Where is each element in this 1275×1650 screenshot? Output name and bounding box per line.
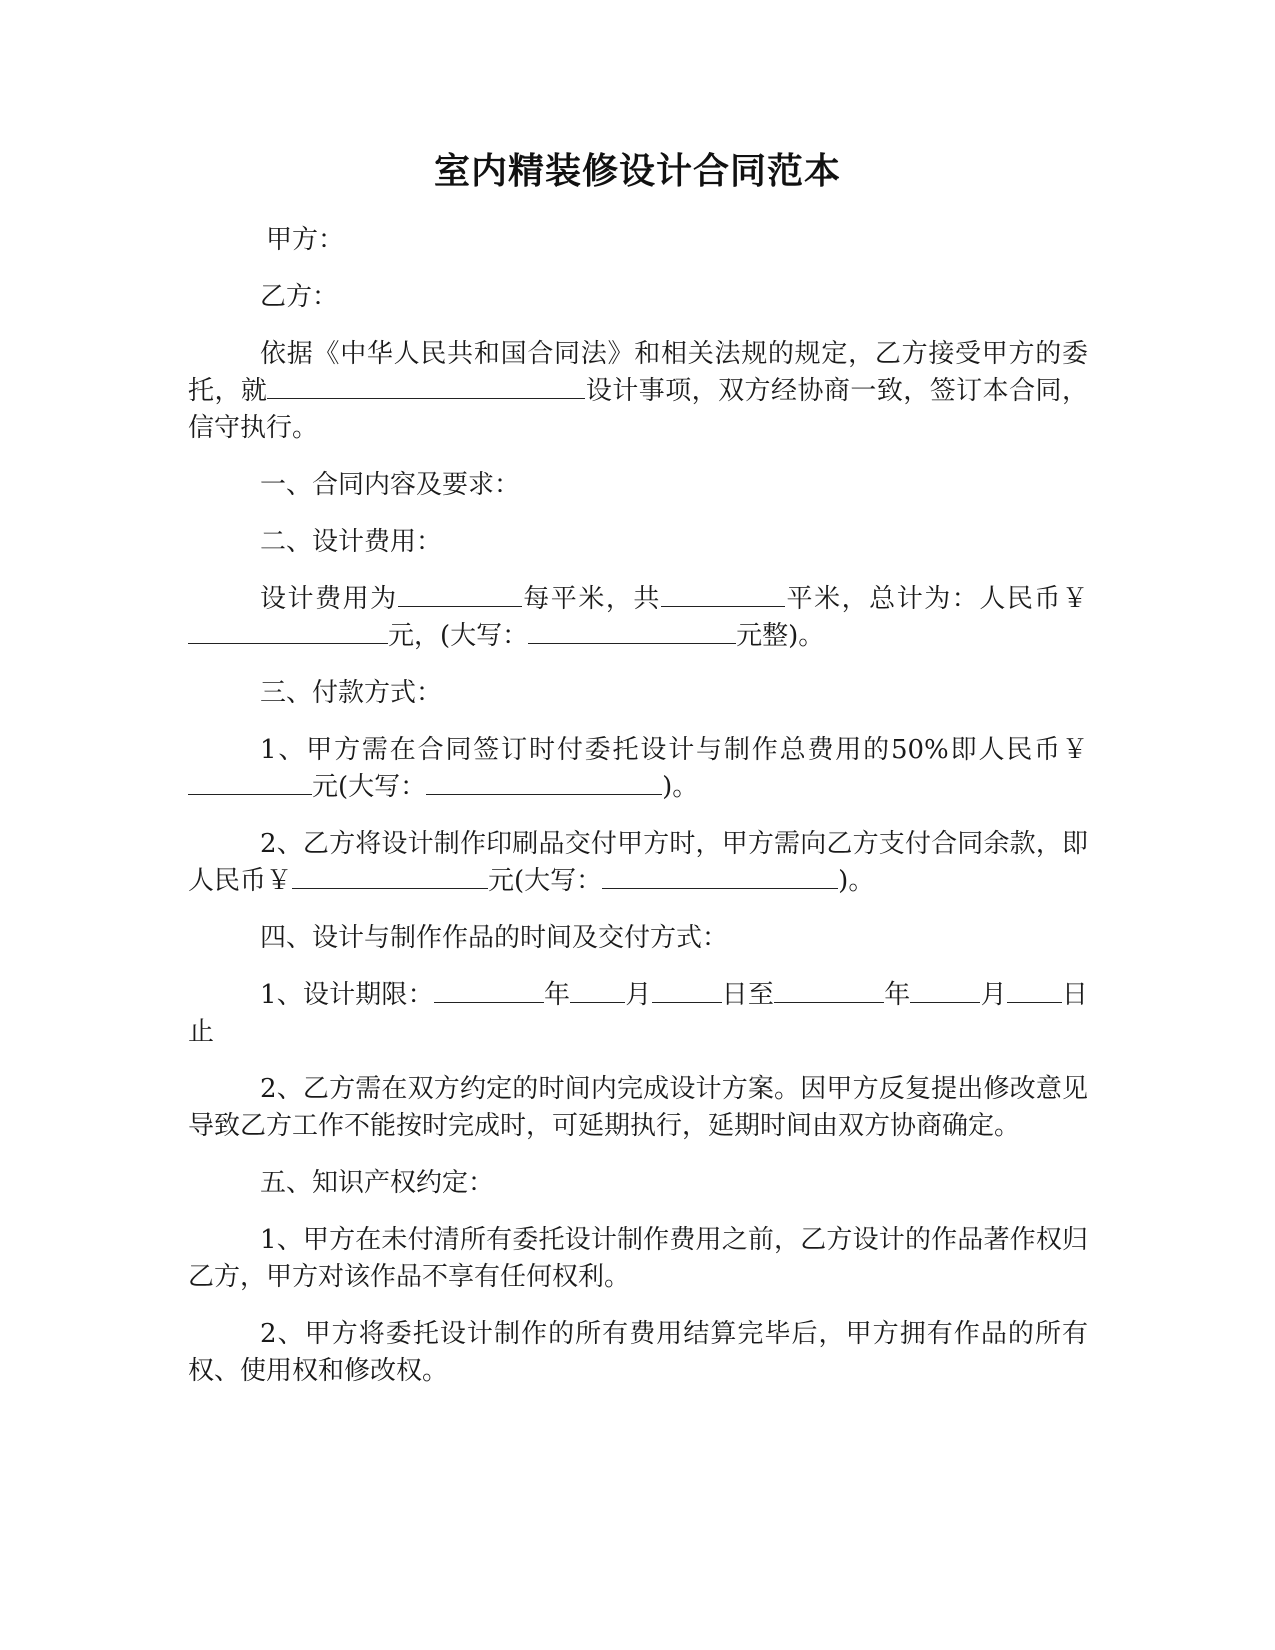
unit-price-blank[interactable] xyxy=(398,581,522,607)
fee-text-b: 每平米，共 xyxy=(521,584,661,614)
section-1-heading: 一、合同内容及要求： xyxy=(260,470,521,500)
period-paragraph xyxy=(188,977,1088,1051)
day-end-label: 日止 xyxy=(188,980,1088,1047)
month-label: 月 xyxy=(625,980,652,1010)
section-3-heading: 三、付款方式： xyxy=(260,678,443,708)
total-amount-words-blank[interactable] xyxy=(528,618,736,644)
party-a-label: 甲方： xyxy=(266,225,345,255)
intro-paragraph xyxy=(188,336,1088,447)
end-month-blank[interactable] xyxy=(910,977,980,1003)
section-5-heading: 五、知识产权约定： xyxy=(260,1168,495,1198)
period-text: 1、设计期限： xyxy=(260,980,434,1010)
start-day-blank[interactable] xyxy=(652,977,722,1003)
ip-2-paragraph: 2、甲方将委托设计制作的所有费用结算完毕后，甲方拥有作品的所有权、使用权和修改权。 xyxy=(188,1319,1088,1386)
party-a-line xyxy=(188,222,1088,259)
payment-1-text-b: 元(大写： xyxy=(312,772,427,802)
payment-1-paragraph xyxy=(188,732,1088,806)
fee-text-a: 设计费用为 xyxy=(260,584,398,614)
balance-words-blank[interactable] xyxy=(602,863,838,889)
payment-1-text-a: 1、甲方需在合同签订时付委托设计与制作总费用的50%即人民币￥ xyxy=(260,735,1088,765)
end-month-label: 月 xyxy=(980,980,1007,1010)
document-title: 室内精装修设计合同范本 xyxy=(433,151,841,192)
area-blank[interactable] xyxy=(661,581,785,607)
fee-text-c: 平米，总计为：人民币￥ xyxy=(784,584,1088,614)
payment-2-paragraph xyxy=(188,826,1088,900)
fee-text-e: 元整)。 xyxy=(736,621,825,651)
end-year-label: 年 xyxy=(884,980,911,1010)
intro-text-a: 依据《中华人民共和国合同法》和相关法规的规定，乙方接受甲方的委托，就 xyxy=(188,339,1088,406)
start-year-blank[interactable] xyxy=(434,977,544,1003)
deposit-amount-blank[interactable] xyxy=(188,769,312,795)
payment-2-text-b: 元(大写： xyxy=(488,866,603,896)
ip-1-paragraph: 1、甲方在未付清所有委托设计制作费用之前，乙方设计的作品著作权归乙方，甲方对该作品不享有任何权利。 xyxy=(188,1225,1088,1292)
delay-paragraph: 2、乙方需在双方约定的时间内完成设计方案。因甲方反复提出修改意见导致乙方工作不能按时完成时，可延期执行，延期时间由双方协商确定。 xyxy=(188,1074,1088,1141)
intro-text-b: 设计事项，双方经协商一致，签订本合同，信守执行。 xyxy=(188,376,1088,443)
document-body xyxy=(188,222,1088,1410)
party-b-label: 乙方： xyxy=(260,282,339,312)
payment-1-text-c: )。 xyxy=(662,772,699,802)
day-to-label: 日至 xyxy=(721,980,775,1010)
year-label: 年 xyxy=(543,980,571,1010)
party-b-line xyxy=(188,279,1088,316)
fee-paragraph xyxy=(188,581,1088,655)
deposit-words-blank[interactable] xyxy=(426,769,662,795)
end-year-blank[interactable] xyxy=(774,977,884,1003)
end-day-blank[interactable] xyxy=(1007,977,1062,1003)
start-month-blank[interactable] xyxy=(570,977,625,1003)
payment-2-text-a: 2、乙方将设计制作印刷品交付甲方时，甲方需向乙方支付合同余款，即人民币￥ xyxy=(188,829,1088,896)
balance-amount-blank[interactable] xyxy=(292,863,488,889)
project-blank[interactable] xyxy=(267,373,585,399)
section-4-heading: 四、设计与制作作品的时间及交付方式： xyxy=(260,923,729,953)
fee-text-d: 元，(大写： xyxy=(388,621,529,651)
total-amount-blank[interactable] xyxy=(188,618,388,644)
section-2-heading: 二、设计费用： xyxy=(260,527,443,557)
payment-2-text-c: )。 xyxy=(838,866,875,896)
